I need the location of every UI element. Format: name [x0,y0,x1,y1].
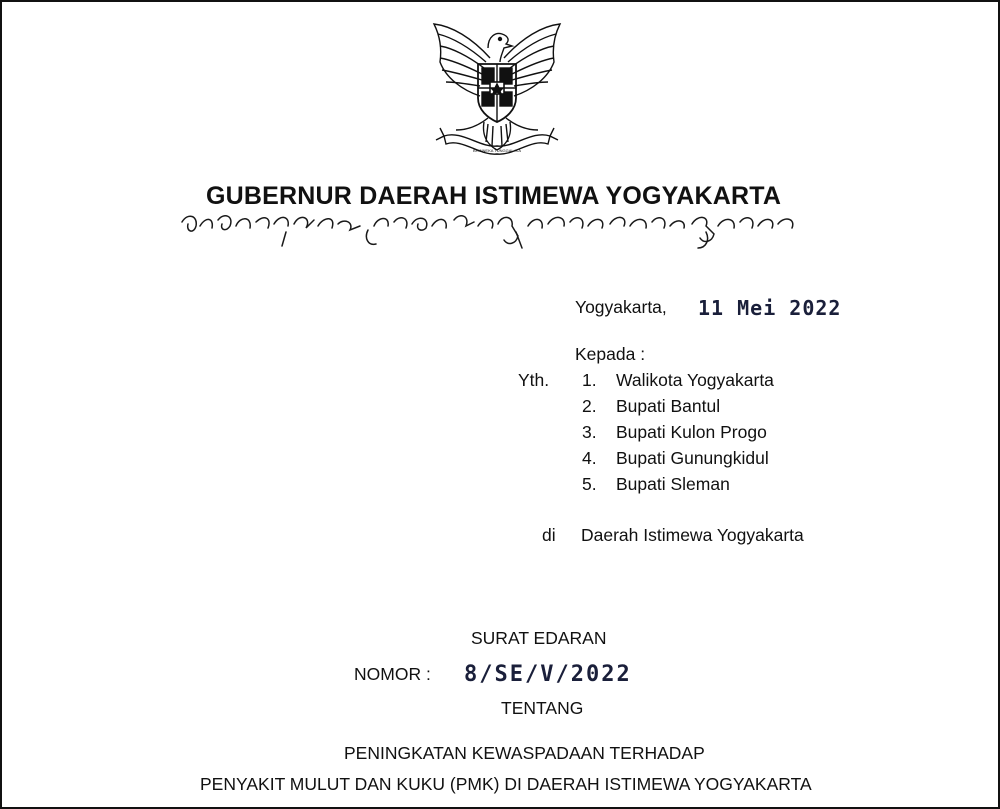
letter-place: Yogyakarta, [575,297,667,317]
svg-text:BHINNEKA TUNGGAL IKA: BHINNEKA TUNGGAL IKA [472,148,522,153]
garuda-emblem-icon [422,18,572,166]
subject-line-1: PENINGKATAN KEWASPADAAN TERHADAP [344,743,705,763]
di-label: di [542,525,556,545]
letter-date-handwritten: 11 Mei 2022 [698,296,842,320]
to-label: Kepada : [575,344,646,364]
page-title: GUBERNUR DAERAH ISTIMEWA YOGYAKARTA [206,182,782,210]
tentang-label: TENTANG [501,698,584,718]
nomor-handwritten: 8/SE/V/2022 [464,662,632,687]
recipient-location: Daerah Istimewa Yogyakarta [581,525,804,545]
nomor-label: NOMOR : [354,664,431,684]
document-type: SURAT EDARAN [471,628,607,648]
letter-page: BHINNEKA TUNGGAL IKA GUBERNUR DAERAH ISTIMEWA YOGYAKARTA Yogyakarta, 11 Mei 2022 Kepada : Yth. 1. Walikota Yogyakarta 2. Bupati Bantul 3. Bupati Kulon Progo 4. Bupati Gunungkidul 5. Bupati Sleman di Daerah Istimewa Yogyakarta SURAT EDARAN NOMOR : 8/SE/V/2022 TENTANG PENINGKATAN KEWASPADAAN TERHADAP PENYAKIT MULUT DAN KUKU (PMK) DI DAERAH ISTIMEWA YOGYAKARTA [0,0,1000,809]
subject-line-2: PENYAKIT MULUT DAN KUKU (PMK) DI DAERAH ISTIMEWA YOGYAKARTA [200,774,812,794]
yth-label: Yth. [518,370,550,390]
javanese-script-icon [178,208,808,258]
